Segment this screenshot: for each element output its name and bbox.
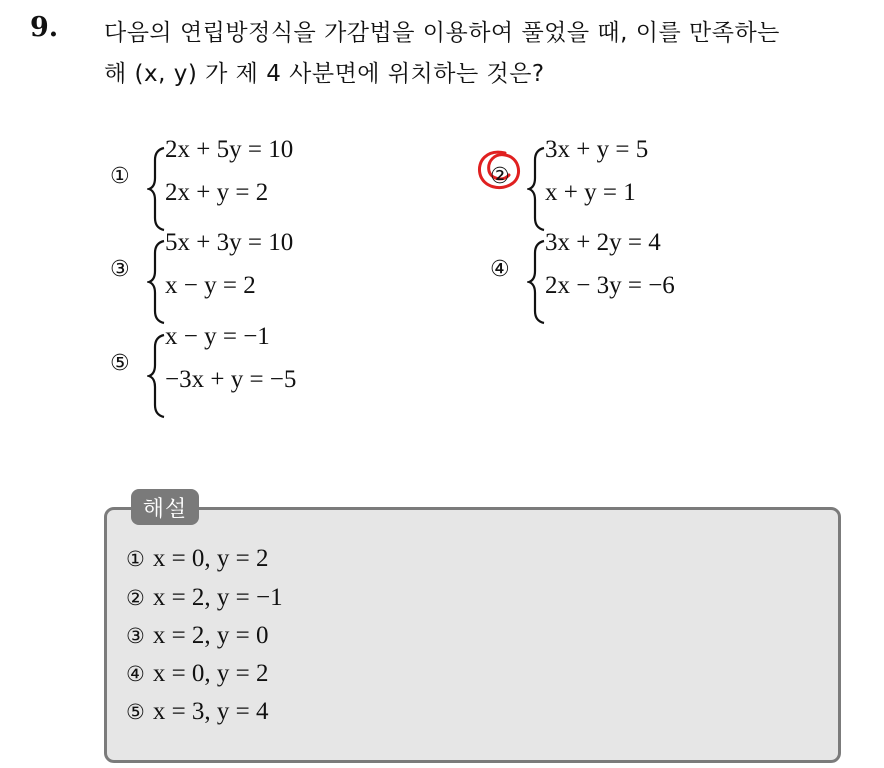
- brace-icon: [147, 146, 167, 232]
- brace-icon: [527, 146, 547, 232]
- solution-line-5-text: x = 3, y = 4: [152, 698, 269, 725]
- solution-line-4-text: x = 0, y = 2: [152, 660, 269, 687]
- solution-line-3-text: x = 2, y = 0: [152, 622, 269, 649]
- brace-icon: [527, 239, 547, 325]
- question-text-line-1: 다음의 연립방정식을 가감법을 이용하여 풀었을 때, 이를 만족하는: [104, 20, 780, 46]
- option-1-equation-1: 2x + 5y = 10: [165, 136, 294, 163]
- brace-icon: [147, 239, 167, 325]
- solution-line-5: [126, 698, 269, 726]
- option-3-marker: ③: [110, 257, 130, 282]
- solution-line-4: [126, 660, 269, 688]
- question-text-line-2: 해 (x, y) 가 제 4 사분면에 위치하는 것은?: [104, 61, 545, 87]
- solution-line-5-marker: ⑤: [126, 700, 145, 724]
- option-5-equation-1: x − y = −1: [165, 323, 270, 350]
- solution-line-1: [126, 545, 269, 573]
- brace-icon: [147, 333, 167, 419]
- solution-line-2-text: x = 2, y = −1: [152, 584, 283, 611]
- option-1-marker: ①: [110, 164, 130, 189]
- option-4-equation-1: 3x + 2y = 4: [545, 229, 661, 256]
- solution-line-1-text: x = 0, y = 2: [152, 545, 269, 572]
- solution-line-4-marker: ④: [126, 662, 145, 686]
- option-3-equation-1: 5x + 3y = 10: [165, 229, 294, 256]
- solution-line-2: [126, 584, 283, 612]
- solution-line-3-marker: ③: [126, 624, 145, 648]
- question-number: 9.: [30, 12, 59, 43]
- option-4-marker: ④: [490, 257, 510, 282]
- option-3-equation-2: x − y = 2: [165, 272, 256, 299]
- option-2-equation-2: x + y = 1: [545, 179, 636, 206]
- option-5-marker: ⑤: [110, 351, 130, 376]
- option-2-equation-1: 3x + y = 5: [545, 136, 649, 163]
- option-2-marker: ②: [490, 164, 510, 189]
- solution-line-3: [126, 622, 269, 650]
- solution-tag: 해설: [131, 489, 199, 525]
- option-4-equation-2: 2x − 3y = −6: [545, 272, 675, 299]
- option-5-equation-2: −3x + y = −5: [165, 366, 297, 393]
- option-1-equation-2: 2x + y = 2: [165, 179, 269, 206]
- solution-line-2-marker: ②: [126, 586, 145, 610]
- solution-line-1-marker: ①: [126, 547, 145, 571]
